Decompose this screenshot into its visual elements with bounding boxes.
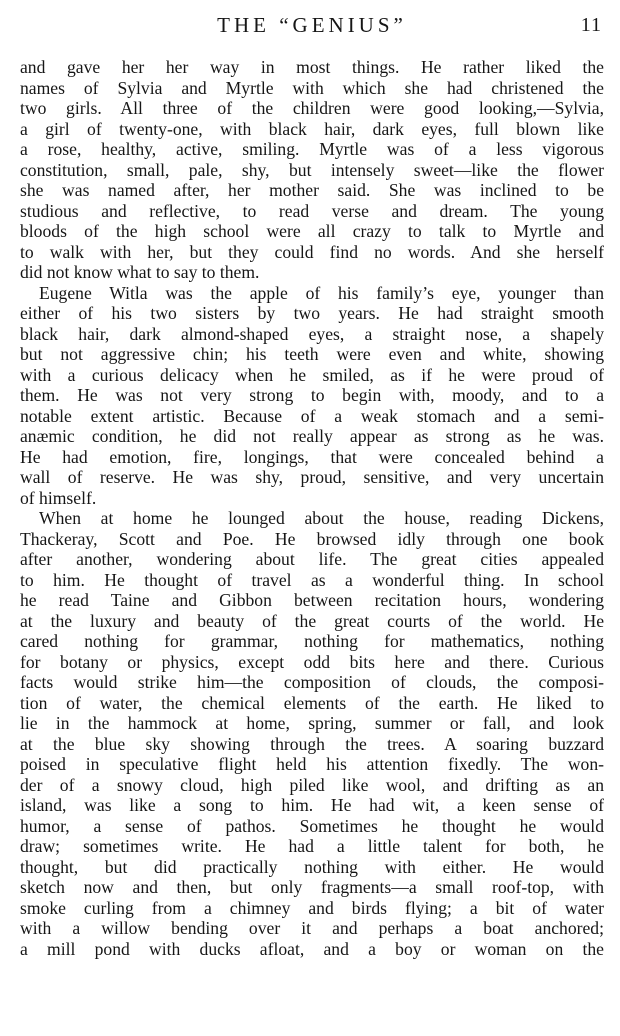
text-line: after another, wondering about life. The great cities appealed bbox=[20, 549, 604, 569]
text-line: When at home he lounged about the house, reading Dickens, bbox=[39, 508, 604, 528]
text-line: He had emotion, fire, longings, that were concealed behind a bbox=[20, 446, 604, 467]
text-line: constitution, small, pale, shy, but intensely sweet—like the flower bbox=[20, 159, 604, 180]
text-line: he read Taine and Gibbon between recitation hours, wondering bbox=[20, 590, 604, 610]
text-line: to walk with her, but they could find no words. And she herself bbox=[20, 241, 604, 262]
text-line: bloods of the high school were all crazy to talk to Myrtle and bbox=[20, 221, 604, 241]
text-line: thought, but did practically nothing with either. He would bbox=[20, 856, 604, 877]
text-line: a mill pond with ducks afloat, and a boy or woman on the bbox=[20, 938, 604, 959]
text-line: studious and reflective, to read verse and dream. The young bbox=[20, 200, 604, 221]
text-line: cared nothing for grammar, nothing for mathematics, nothing bbox=[20, 631, 604, 651]
text-line: der of a snowy cloud, high piled like wool, and drifting as an bbox=[20, 774, 604, 795]
text-line: to him. He thought of travel as a wonderful thing. In school bbox=[20, 569, 604, 590]
body-text bbox=[20, 57, 604, 959]
text-line: draw; sometimes write. He had a little talent for both, he bbox=[20, 836, 604, 856]
text-line: island, was like a song to him. He had wit, a keen sense of bbox=[20, 795, 604, 815]
text-line: them. He was not very strong to begin with, moody, and to a bbox=[20, 385, 604, 405]
text-line: but not aggressive chin; his teeth were even and white, showing bbox=[20, 344, 604, 364]
text-line: of himself. bbox=[20, 487, 97, 508]
page-number: 11 bbox=[580, 14, 602, 36]
text-line: notable extent artistic. Because of a weak stomach and a semi- bbox=[20, 405, 604, 426]
running-title: THE “GENIUS” bbox=[217, 13, 407, 37]
text-line: Eugene Witla was the apple of his family’s eye, younger than bbox=[39, 282, 604, 303]
text-line: she was named after, her mother said. She was inclined to be bbox=[20, 180, 604, 200]
text-line: facts would strike him—the composition of clouds, the composi- bbox=[20, 672, 604, 692]
text-line: and gave her her way in most things. He rather liked the bbox=[20, 57, 604, 77]
text-line: sketch now and then, but only fragments—a small roof-top, with bbox=[20, 877, 604, 897]
text-line: a rose, healthy, active, smiling. Myrtle was of a less vigorous bbox=[20, 139, 604, 159]
text-line: names of Sylvia and Myrtle with which she had christened the bbox=[20, 77, 604, 98]
text-line: with a willow bending over it and perhaps a boat anchored; bbox=[20, 918, 604, 938]
text-line: at the luxury and beauty of the great courts of the world. He bbox=[20, 610, 604, 631]
text-line: black hair, dark almond-shaped eyes, a straight nose, a shapely bbox=[20, 323, 604, 344]
text-line: wall of reserve. He was shy, proud, sensitive, and very uncertain bbox=[20, 467, 604, 487]
text-line: anæmic condition, he did not really appear as strong as he was. bbox=[20, 426, 604, 446]
text-line: a girl of twenty-one, with black hair, dark eyes, full blown like bbox=[20, 118, 604, 139]
text-line: poised in speculative flight held his attention fixedly. The won- bbox=[20, 754, 604, 774]
text-line: smoke curling from a chimney and birds flying; a bit of water bbox=[20, 897, 604, 918]
text-line: with a curious delicacy when he smiled, as if he were proud of bbox=[20, 364, 604, 385]
text-line: lie in the hammock at home, spring, summer or fall, and look bbox=[20, 713, 604, 733]
text-line: did not know what to say to them. bbox=[20, 262, 260, 282]
text-line: two girls. All three of the children were good looking,—Sylvia, bbox=[20, 98, 604, 118]
text-line: for botany or physics, except odd bits here and there. Curious bbox=[20, 651, 604, 672]
text-line: humor, a sense of pathos. Sometimes he thought he would bbox=[20, 815, 604, 836]
text-line: tion of water, the chemical elements of the earth. He liked to bbox=[20, 692, 604, 713]
running-header bbox=[20, 10, 604, 40]
text-line: at the blue sky showing through the trees. A soaring buzzard bbox=[20, 733, 604, 754]
text-line: either of his two sisters by two years. He had straight smooth bbox=[20, 303, 604, 323]
text-line: Thackeray, Scott and Poe. He browsed idly through one book bbox=[20, 528, 604, 549]
